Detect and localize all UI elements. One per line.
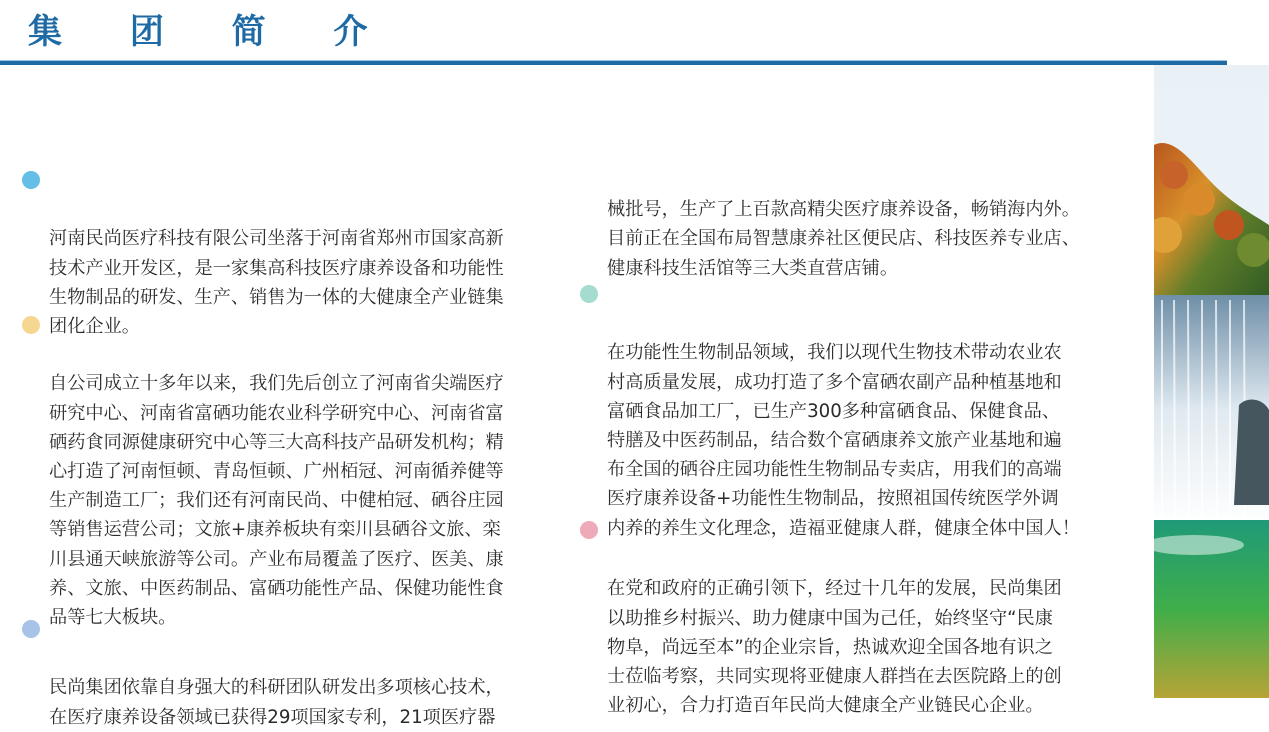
paragraph-text: 在功能性生物制品领域，我们以现代生物技术带动农业农 村高质量发展，成功打造了多个富硒农副产品种植基地和 富硒食品加工厂，已生产300多种富硒食品、保健食品、 特膳及中医药制品，结合数个富硒康养文旅产业基地和遍 布全国的硒谷庄园功能性生物制品专卖店，用我们的高端 医疗康养设备+功能性生物制品，按照祖国传统医学外调 内养的养生文化理念，造福亚健康人群，健康全体中国人！ <box>607 342 1080 539</box>
paragraph-text: 民尚集团依靠自身强大的科研团队研发出多项核心技术， 在医疗康养设备领域已获得29项国家专利，21项医疗器 <box>49 677 504 728</box>
bullet-dot <box>580 521 598 539</box>
waterfall-landscape-image <box>1154 65 1269 698</box>
paragraph-text: 自公司成立十多年以来，我们先后创立了河南省尖端医疗 研究中心、河南省富硒功能农业科学研究中心、河南省富 硒药食同源健康研究中心等三大高科技产品研发机构；精 心打造了河南恒顿、青岛恒顿、广州栢冠、河南循养健等 生产制造工厂；我们还有河南民尚、中健柏冠、硒谷庄园 等销售运营公司；文旅+康养板块有栾川县硒谷文旅、栾 川县通天峡旅游等公司。产业布局覆盖了医疗、医美、康 养、文旅、中医药制品、富硒功能性产品、保健功能性食 品等七大板块。 <box>49 373 504 629</box>
bullet-dot <box>22 316 40 334</box>
paragraph-mission <box>580 516 1150 720</box>
bullet-dot <box>580 285 598 303</box>
bullet-dot <box>22 171 40 189</box>
paragraph-bio-products <box>580 280 1150 543</box>
paragraph-research <box>22 615 582 732</box>
bullet-dot <box>22 620 40 638</box>
paragraph-research-continued <box>580 166 1150 283</box>
paragraph-company-history <box>22 311 582 632</box>
paragraph-text: 械批号，生产了上百款高精尖医疗康养设备，畅销海内外。 目前正在全国布局智慧康养社区便民店、科技医养专业店、 健康科技生活馆等三大类直营店铺。 <box>607 199 1080 279</box>
paragraph-text: 河南民尚医疗科技有限公司坐落于河南省郑州市国家高新 技术产业开发区，是一家集高科技医疗康养设备和功能性 生物制品的研发、生产、销售为一体的大健康全产业链集 团化企业。 <box>49 228 504 338</box>
paragraph-text: 在党和政府的正确引领下，经过十几年的发展，民尚集团 以助推乡村振兴、助力健康中国为己任，始终坚守“民康 物阜，尚远至本”的企业宗旨，热诚欢迎全国各地有识之 士莅临考察，共同实现将亚健康人群挡在去医院路上的创 业初心，合力打造百年民尚大健康全产业链民心企业。 <box>607 578 1062 717</box>
page-title: 集 团 简 介 <box>28 12 396 52</box>
header-divider <box>0 61 1227 65</box>
